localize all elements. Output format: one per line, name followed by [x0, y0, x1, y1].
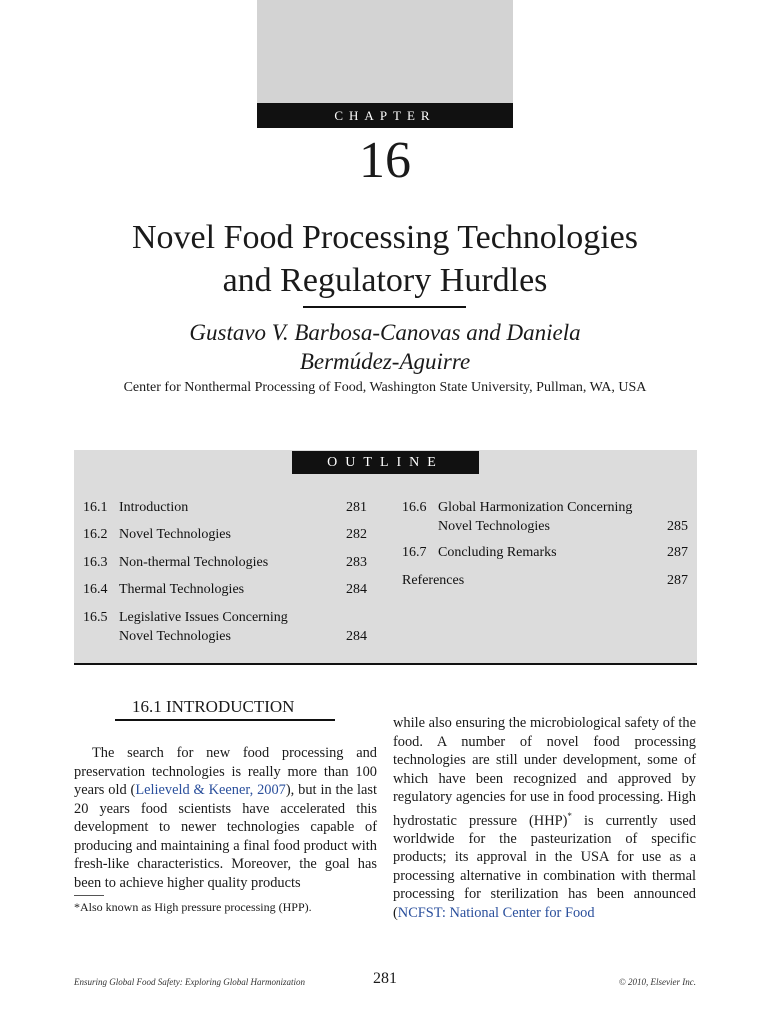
- toc-entry[interactable]: 16.6 Global Harmonization Concerning Novel Technologies 285: [402, 500, 688, 534]
- footer-book-title: Ensuring Global Food Safety: Exploring Global Harmonization: [74, 977, 305, 987]
- toc-entry[interactable]: 16.7 Concluding Remarks 287: [402, 545, 688, 560]
- chapter-title-line2: and Regulatory Hurdles: [222, 262, 548, 299]
- title-rule: [303, 306, 466, 308]
- paragraph: while also ensuring the microbiological safety of the food. A number of novel food processing technologies are still under development, some of which have been recognized and approved by regulatory agencies for use in food processing. High hydrostatic pressure (HHP)* is currently used worldwide for the pasteurization of specific products; its approval in the USA for use as a processing alternative in combination with thermal processing for sterilization has been announced (NCFST: National Center for Food: [393, 715, 696, 921]
- citation-link[interactable]: NCFST: National Center for Food: [397, 904, 595, 921]
- body-left-column: [74, 744, 377, 892]
- authors-line2: Bermúdez-Aguirre: [299, 349, 471, 374]
- chapter-title: [60, 216, 710, 302]
- toc-entry[interactable]: 16.5 Legislative Issues Concerning Novel Technologies 284: [83, 610, 367, 644]
- authors: [60, 318, 710, 376]
- toc-entry[interactable]: 16.1 Introduction 281: [83, 500, 367, 515]
- footer-copyright: © 2010, Elsevier Inc.: [618, 977, 696, 987]
- toc-entry[interactable]: 16.4 Thermal Technologies 284: [83, 582, 367, 597]
- outline-left-column: [83, 498, 367, 646]
- section-rule: [115, 719, 335, 721]
- toc-entry[interactable]: 16.2 Novel Technologies 282: [83, 527, 367, 542]
- body-right-column: [393, 714, 696, 922]
- footnote: *Also known as High pressure processing (HPP).: [74, 900, 312, 914]
- chapter-number: 16: [359, 132, 411, 189]
- chapter-header-box: [257, 0, 513, 103]
- toc-entry[interactable]: References 287: [402, 573, 688, 588]
- paragraph: The search for new food processing and preservation technologies is really more than 100 years old (Lelieveld & Keener, 2007), but in the last 20 years food scientists have accelerated this development to newer technologies capable of producing and maintaining a final food product with fresh-like characteristics. Moreover, the goal has been to achieve higher quality products: [74, 745, 377, 891]
- toc-entry[interactable]: 16.3 Non-thermal Technologies 283: [83, 555, 367, 570]
- chapter-title-line1: Novel Food Processing Technologies: [132, 219, 638, 256]
- chapter-label: CHAPTER: [257, 103, 513, 128]
- citation-link[interactable]: Lelieveld & Keener, 2007: [135, 782, 286, 798]
- page-number: 281: [373, 970, 397, 987]
- section-heading: 16.1 INTRODUCTION: [132, 697, 295, 716]
- outline-label: OUTLINE: [292, 451, 479, 474]
- outline-right-column: [402, 498, 688, 598]
- affiliation: Center for Nonthermal Processing of Food, Washington State University, Pullman, WA, USA: [123, 380, 647, 395]
- authors-line1: Gustavo V. Barbosa-Canovas and Daniela: [189, 320, 581, 345]
- footnote-rule: [74, 895, 104, 896]
- footnote-marker[interactable]: *: [567, 810, 572, 821]
